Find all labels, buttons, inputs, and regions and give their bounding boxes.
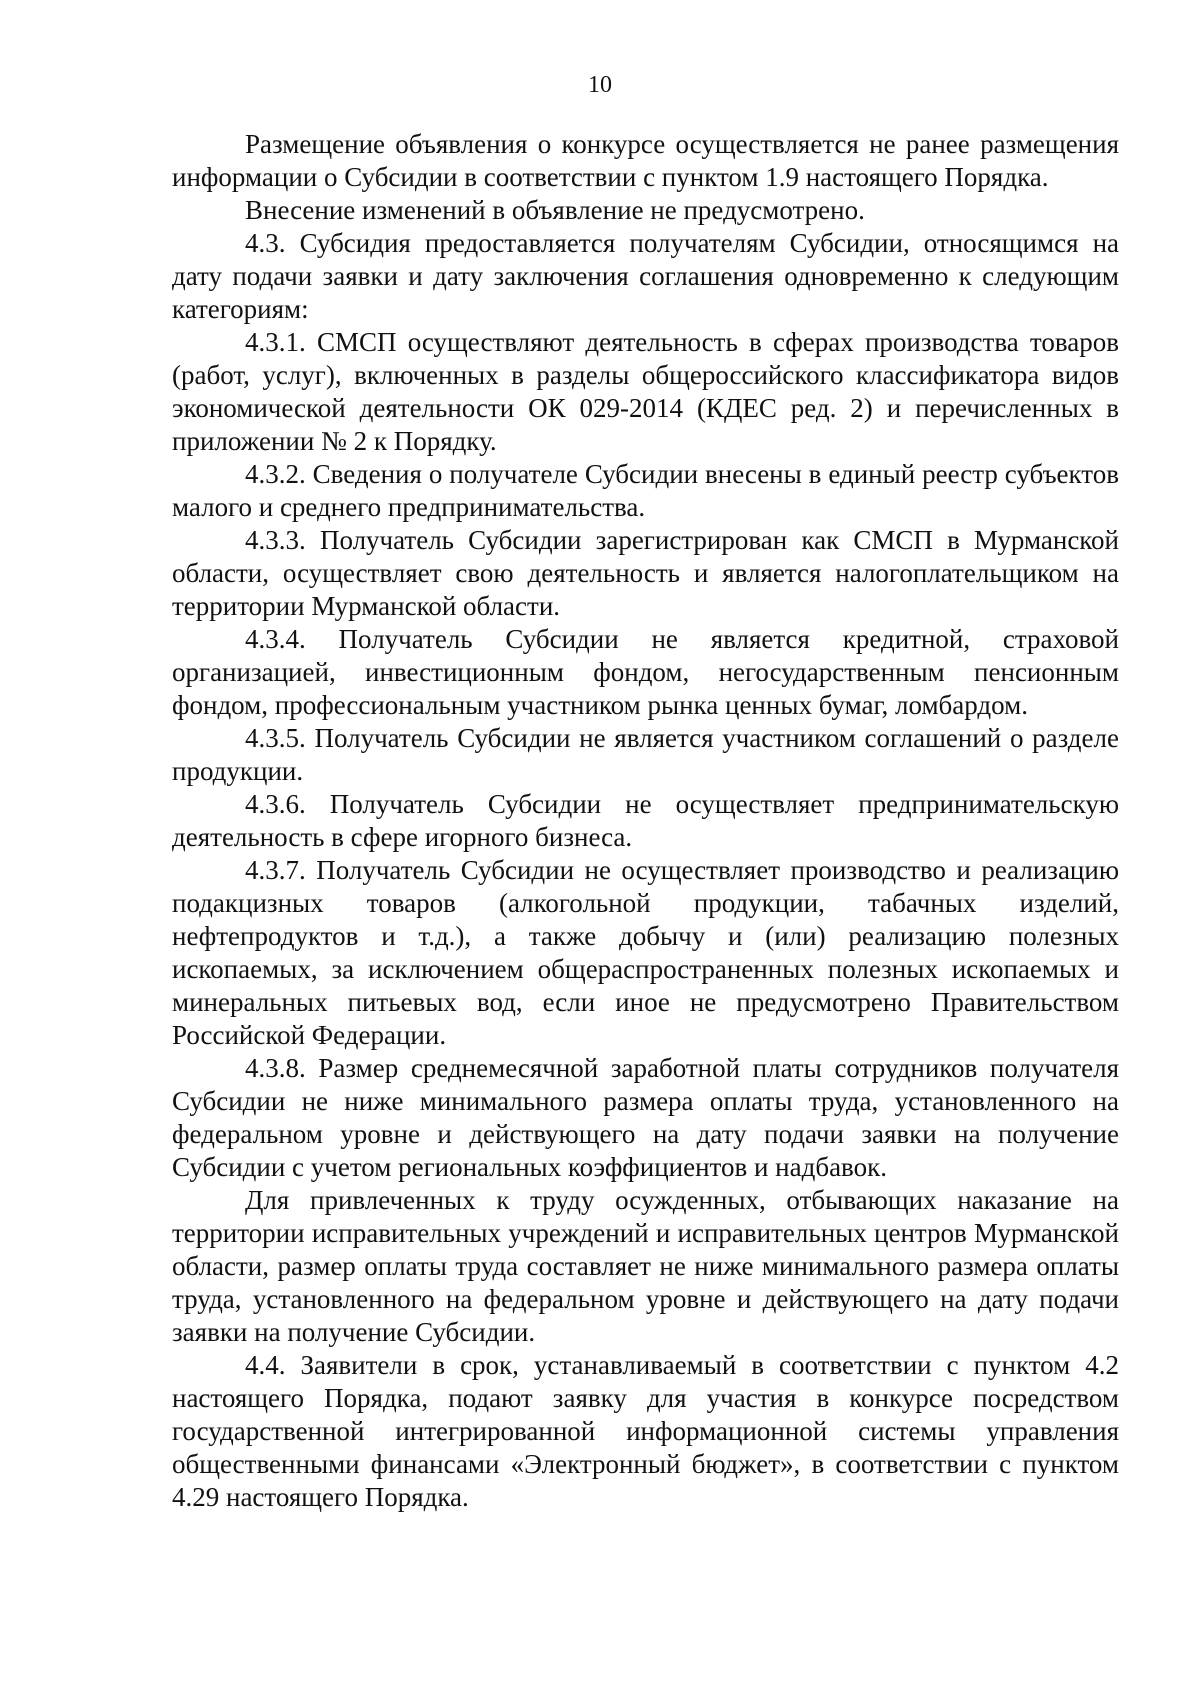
paragraph-no-changes: Внесение изменений в объявление не предусмотрено. [245,195,865,225]
paragraph-4-4: 4.4. Заявители в срок, устанавливаемый в соответствии с пунктом 4.2 настоящего Порядка, подают заявку для участия в конкурсе посредством государственной интегрированной информационной системы управления общественными финансами «Электронный бюджет», в соответствии с пунктом 4.29 настоящего Порядка. [172,1350,1119,1512]
paragraph-convicts-wages: Для привлеченных к труду осужденных, отбывающих наказание на территории исправительных учреждений и исправительных центров Мурманской области, размер оплаты труда составляет не ниже минимального размера оплаты труда, установленного на федеральном уровне и действующего на дату подачи заявки на получение Субсидии. [172,1185,1119,1347]
paragraph-4-3-2: 4.3.2. Сведения о получателе Субсидии внесены в единый реестр субъектов малого и среднего предпринимательства. [172,459,1119,522]
paragraph-4-3-6: 4.3.6. Получатель Субсидии не осуществляет предпринимательскую деятельность в сфере игорного бизнеса. [172,789,1119,852]
paragraph-4-3-5: 4.3.5. Получатель Субсидии не является участником соглашений о разделе продукции. [172,723,1119,786]
paragraph-4-3-8: 4.3.8. Размер среднемесячной заработной платы сотрудников получателя Субсидии не ниже минимального размера оплаты труда, установленного на федеральном уровне и действующего на дату подачи заявки на получение Субсидии с учетом региональных коэффициентов и надбавок. [172,1053,1119,1182]
paragraph-4-3-7: 4.3.7. Получатель Субсидии не осуществляет производство и реализацию подакцизных товаров (алкогольной продукции, табачных изделий, нефтепродуктов и т.д.), а также добычу и (или) реализацию полезных ископаемых, за исключением общераспространенных полезных ископаемых и минеральных питьевых вод, если иное не предусмотрено Правительством Российской Федерации. [172,855,1119,1050]
paragraph-4-3-3: 4.3.3. Получатель Субсидии зарегистрирован как СМСП в Мурманской области, осуществляет свою деятельность и является налогоплательщиком на территории Мурманской области. [172,525,1119,621]
page-number: 10 [588,72,612,98]
paragraph-4-3: 4.3. Субсидия предоставляется получателям Субсидии, относящимся на дату подачи заявки и дату заключения соглашения одновременно к следующим категориям: [172,228,1119,324]
paragraph-4-3-1: 4.3.1. СМСП осуществляют деятельность в сферах производства товаров (работ, услуг), включенных в разделы общероссийского классификатора видов экономической деятельности ОК 029-2014 (КДЕС ред. 2) и перечисленных в приложении № 2 к Порядку. [172,327,1119,456]
paragraph-4-3-4: 4.3.4. Получатель Субсидии не является кредитной, страховой организацией, инвестиционным фондом, негосударственным пенсионным фондом, профессиональным участником рынка ценных бумаг, ломбардом. [172,624,1119,720]
document-body [172,128,1119,1514]
paragraph-announcement-placement: Размещение объявления о конкурсе осуществляется не ранее размещения информации о Субсидии в соответствии с пунктом 1.9 настоящего Порядка. [172,129,1119,192]
